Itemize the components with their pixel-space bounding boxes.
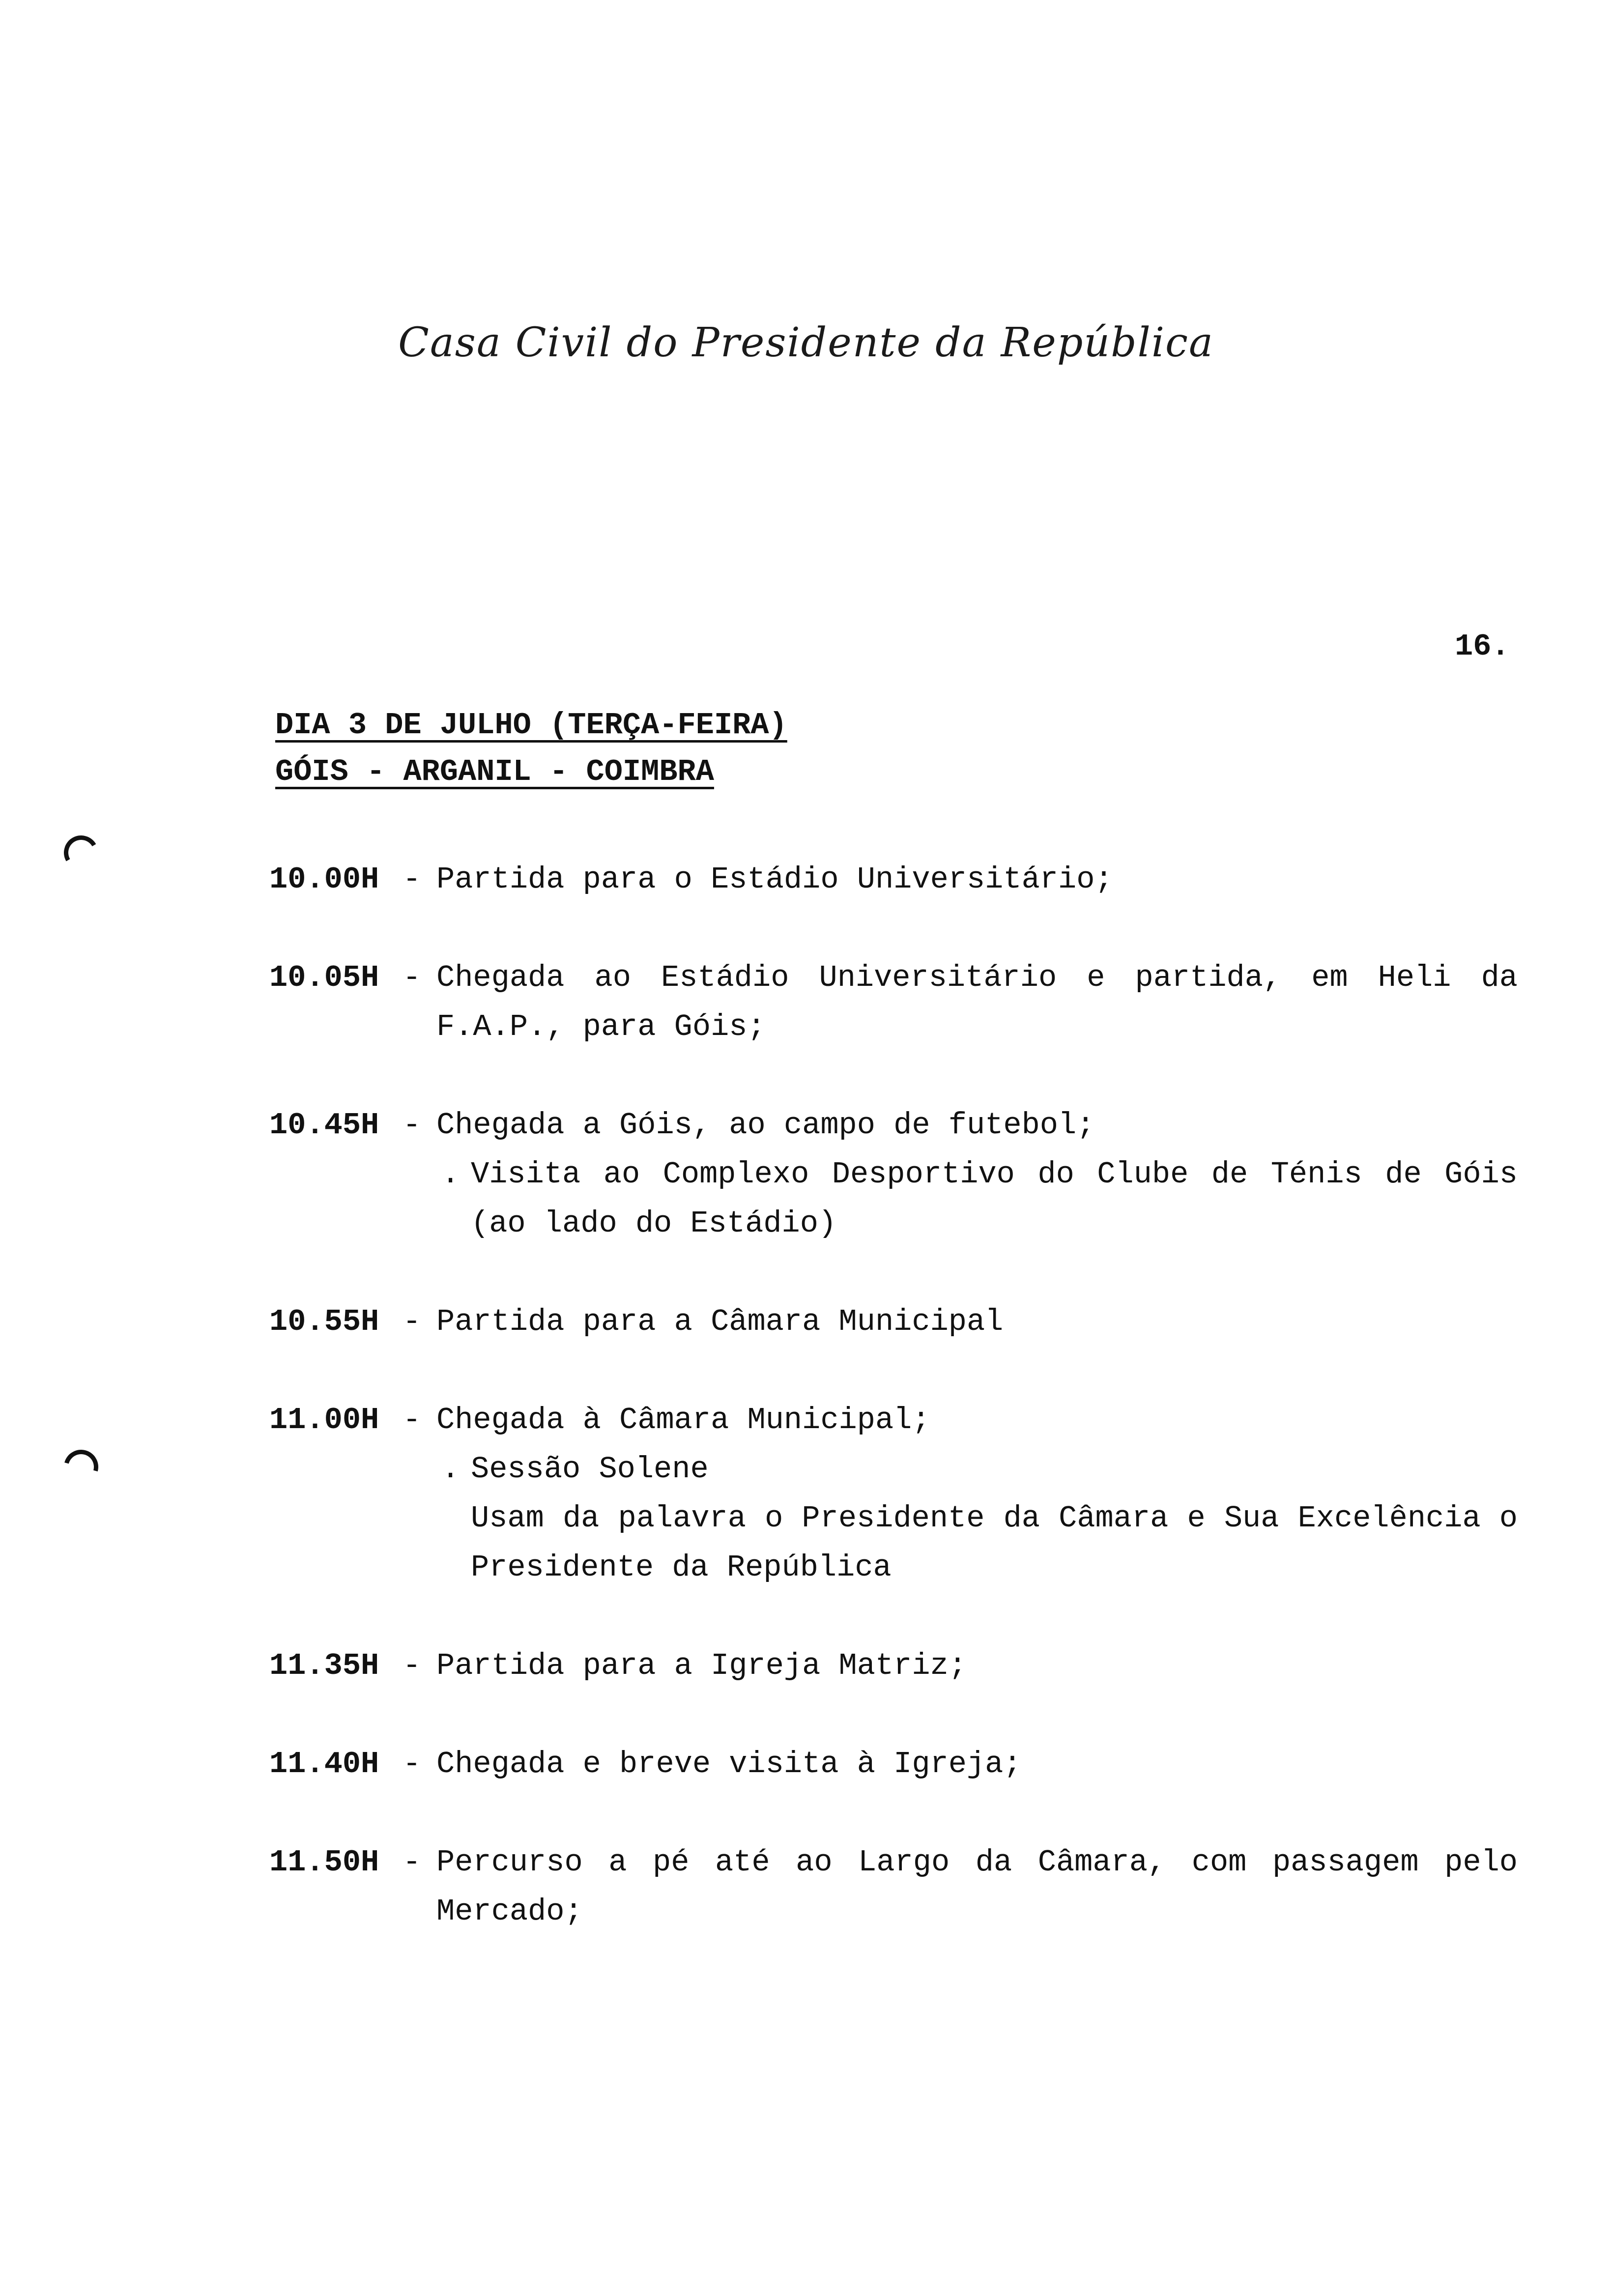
entry-dash: - [403, 1845, 421, 1880]
entry-text: Chegada e breve visita à Igreja; [436, 1747, 1022, 1781]
entry-dash: - [403, 1747, 421, 1781]
schedule-entry [269, 1396, 1518, 1592]
schedule-list [269, 855, 1518, 1985]
entry-time: 11.50H [269, 1845, 379, 1880]
entry-dash: - [403, 1304, 421, 1339]
schedule-entry [269, 1297, 1518, 1347]
heading-date: DIA 3 DE JULHO (TERÇA-FEIRA) [275, 708, 787, 743]
entry-text: Chegada à Câmara Municipal; [436, 1403, 930, 1437]
entry-dash: - [403, 862, 421, 897]
entry-time: 10.00H [269, 862, 379, 897]
entry-subitem-detail: Usam da palavra o Presidente da Câmara e Sua Excelência o Presidente da República [471, 1501, 1518, 1585]
entry-dash: - [403, 1403, 421, 1437]
page-number: 16. [1455, 629, 1510, 664]
entry-dash: - [403, 960, 421, 995]
hole-punch-mark [60, 832, 102, 874]
bullet-marker: . [441, 1452, 460, 1487]
schedule-entry [269, 855, 1518, 904]
entry-time: 10.05H [269, 960, 379, 995]
hole-punch-mark [58, 1443, 105, 1491]
entry-time: 11.40H [269, 1747, 379, 1781]
entry-text: Partida para o Estádio Universitário; [436, 862, 1113, 897]
entry-text: Partida para a Igreja Matriz; [436, 1648, 967, 1683]
schedule-entry [269, 1838, 1518, 1936]
entry-dash: - [403, 1648, 421, 1683]
entry-dash: - [403, 1108, 421, 1143]
entry-text: Partida para a Câmara Municipal [436, 1304, 1004, 1339]
entry-subitem: Visita ao Complexo Desportivo do Clube de Ténis de Góis (ao lado do Estádio) [471, 1157, 1518, 1241]
entry-time: 11.35H [269, 1648, 379, 1683]
entry-text: Chegada ao Estádio Universitário e partida, em Heli da F.A.P., para Góis; [436, 960, 1518, 1044]
entry-subitem: Sessão Solene [471, 1452, 709, 1487]
letterhead: Casa Civil do Presidente da República [398, 319, 1214, 366]
entry-text: Percurso a pé até ao Largo da Câmara, com passagem pelo Mercado; [436, 1845, 1518, 1929]
schedule-entry [269, 953, 1518, 1052]
entry-text: Chegada a Góis, ao campo de futebol; [436, 1108, 1095, 1143]
heading-route: GÓIS - ARGANIL - COIMBRA [275, 754, 714, 789]
schedule-entry [269, 1101, 1518, 1248]
bullet-marker: . [441, 1157, 460, 1192]
schedule-entry [269, 1740, 1518, 1789]
schedule-entry [269, 1641, 1518, 1691]
entry-time: 10.45H [269, 1108, 379, 1143]
entry-time: 10.55H [269, 1304, 379, 1339]
entry-time: 11.00H [269, 1403, 379, 1437]
